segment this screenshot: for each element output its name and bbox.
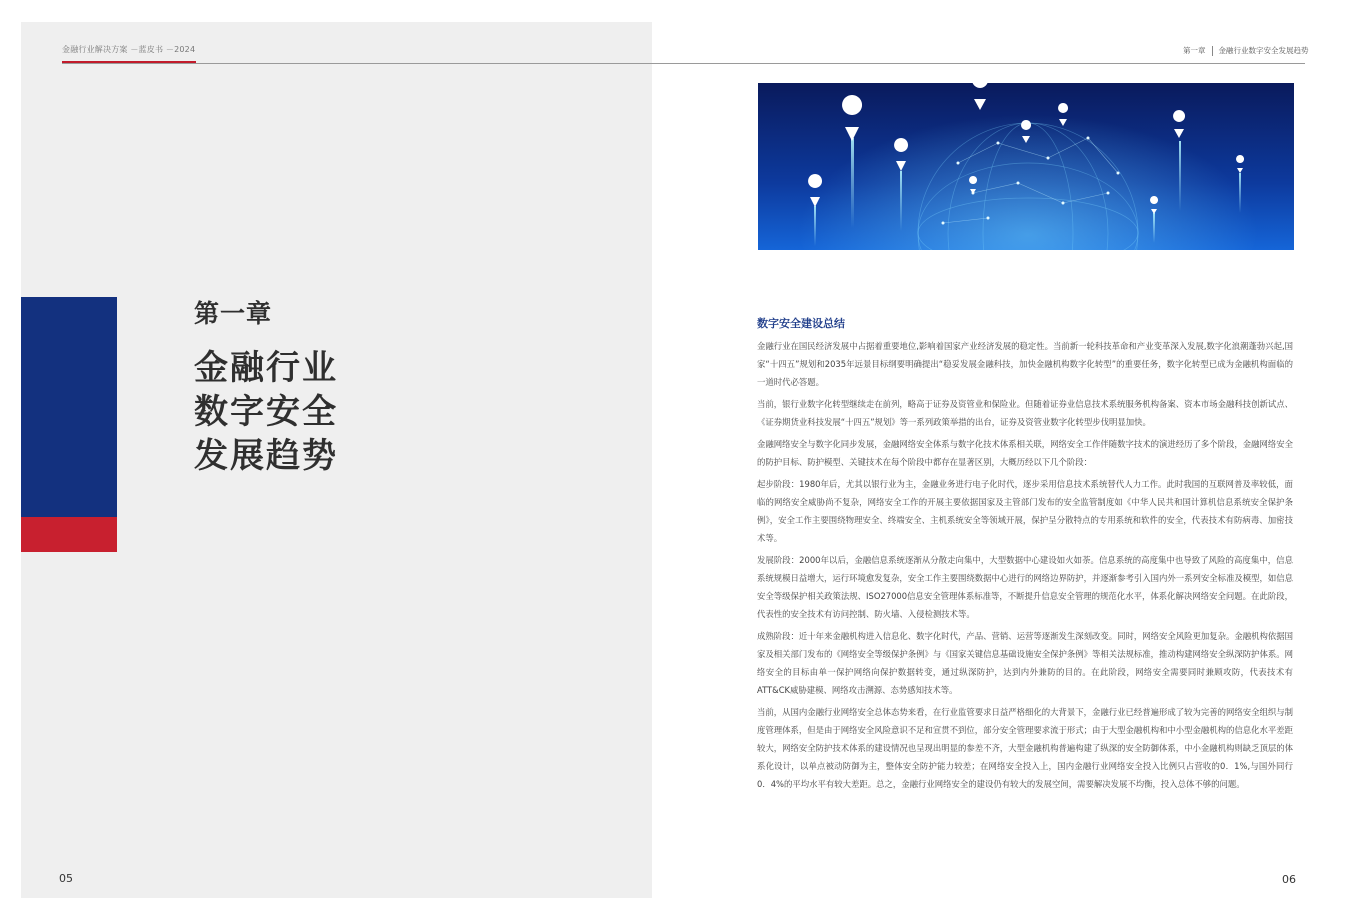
paragraph: 金融网络安全与数字化同步发展，金融网络安全体系与数字化技术体系相关联，网络安全工作伴随数字技术的演进经历了多个阶段，金融网络安全的防护目标、防护模型、关键技术在每个阶段中都存在显著区别，大概历经以下几个阶段：: [757, 439, 1293, 467]
header-chapter: 第一章: [1183, 46, 1206, 55]
paragraph: 起步阶段：1980年后，尤其以银行业为主，金融业务进行电子化时代，逐步采用信息技术系统替代人力工作。此时我国的互联网普及率较低，面临的网络安全威胁尚不复杂，网络安全工作的开展主要依据国家及主管部门发布的安全监管制度如《中华人民共和国计算机信息系统安全保护条例》，安全工作主要围绕物理安全、终端安全、主机系统安全等领域开展，保护呈分散特点的专用系统和软件的安全，代表技术有防病毒、加密技术等。: [757, 479, 1293, 543]
page-number-left: 05: [59, 872, 73, 885]
chapter-title: [194, 346, 338, 478]
running-header-right: [1183, 45, 1309, 56]
globe-network-illustration: [758, 83, 1294, 250]
chapter-title-line: 数字安全: [194, 392, 338, 432]
running-header-left: 金融行业解决方案 －蓝皮书 －2024: [62, 45, 196, 54]
hero-globe-image: [758, 83, 1294, 250]
body-text: [757, 337, 1293, 797]
paragraph: 当前，从国内金融行业网络安全总体态势来看，在行业监管要求日益严格细化的大背景下，金融行业已经普遍形成了较为完善的网络安全组织与制度管理体系，但是由于网络安全风险意识不足和宣贯不到位，部分安全管理要求流于形式；由于大型金融机构和中小型金融机构的信息化水平差距较大，网络安全防护技术体系的建设情况也呈现出明显的参差不齐，大型金融机构普遍构建了纵深的安全防御体系，中小金融机构则缺乏顶层的体系化设计，以单点被动防御为主，整体安全防护能力较差；在网络安全投入上，国内金融行业网络安全投入比例只占营收的0．1%,与国外同行0．4%的平均水平有较大差距。总之，金融行业网络安全的建设仍有较大的发展空间，需要解决发展不均衡，投入总体不够的问题。: [757, 707, 1293, 789]
section-title: 数字安全建设总结: [757, 317, 845, 330]
chapter-title-line: 发展趋势: [194, 436, 338, 476]
page-number-right: 06: [1282, 873, 1296, 886]
chapter-red-block: [21, 517, 117, 552]
chapter-navy-block: [21, 297, 117, 517]
paragraph: 当前，银行业数字化转型继续走在前列，略高于证券及资管业和保险业。但随着证券业信息技术系统服务机构备案、资本市场金融科技创新试点、《证券期货业科技发展“十四五”规划》等一系列政策举措的出台，证券及资管业数字化转型步伐明显加快。: [757, 399, 1293, 427]
left-page: [21, 22, 652, 898]
paragraph: 金融行业在国民经济发展中占据着重要地位,影响着国家产业经济发展的稳定性。当前新一轮科技革命和产业变革深入发展,数字化浪潮蓬勃兴起,国家“十四五”规划和2035年远景目标纲要明确提出“稳妥发展金融科技，加快金融机构数字化转型”的重要任务，数字化转型已成为金融机构面临的一道时代必答题。: [757, 341, 1293, 387]
header-rule: [62, 63, 1305, 64]
header-separator: [1212, 46, 1213, 56]
paragraph: 发展阶段：2000年以后，金融信息系统逐渐从分散走向集中，大型数据中心建设如火如荼。信息系统的高度集中也导致了风险的高度集中，信息系统规模日益增大，运行环境愈发复杂，安全工作主要围绕数据中心进行的网络边界防护，并逐渐参考引入国内外一系列安全标准及模型，如信息安全等级保护相关政策法规、ISO27000信息安全管理体系标准等，不断提升信息安全管理的规范化水平，体系化解决网络安全问题。在此阶段，代表性的安全技术有访问控制、防火墙、入侵检测技术等。: [757, 555, 1293, 619]
chapter-title-line: 金融行业: [194, 348, 338, 388]
chapter-number: 第一章: [194, 299, 273, 328]
paragraph: 成熟阶段：近十年来金融机构进入信息化、数字化时代，产品、营销、运营等逐渐发生深刻改变。同时，网络安全风险更加复杂。金融机构依据国家及相关部门发布的《网络安全等级保护条例》与《国家关键信息基础设施安全保护条例》等相关法规标准，推动构建网络安全纵深防护体系。网络安全的目标由单一保护网络向保护数据转变，通过纵深防护，达到内外兼防的目的。在此阶段，网络安全需要同时兼顾攻防，代表技术有ATT&CK威胁建模、网络攻击溯源、态势感知技术等。: [757, 631, 1293, 695]
header-title: 金融行业数字安全发展趋势: [1218, 46, 1309, 55]
